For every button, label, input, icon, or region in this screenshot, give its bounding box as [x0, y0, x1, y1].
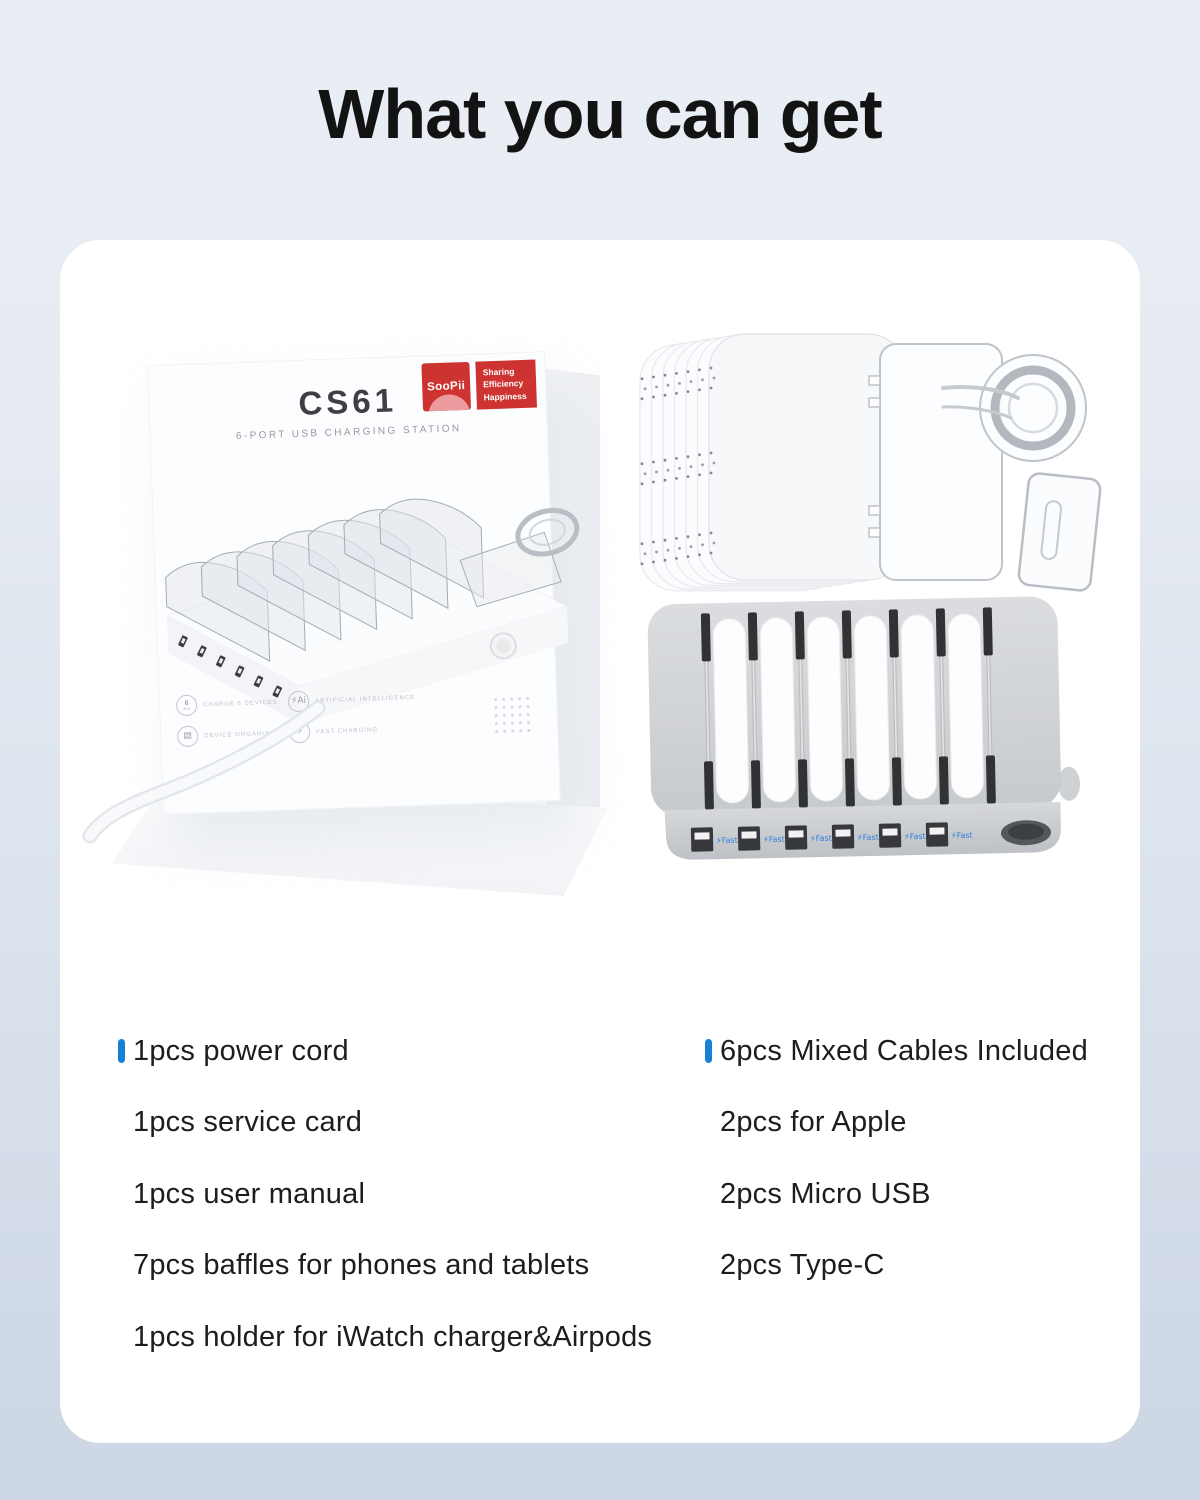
baffle-slot — [701, 613, 711, 661]
included-item — [118, 1251, 652, 1281]
usb-port — [926, 822, 948, 846]
slogan-tag — [475, 360, 537, 410]
feature-label: FAST CHARGING — [316, 726, 379, 735]
logo-pink-shape — [425, 391, 472, 412]
included-item — [705, 1251, 1088, 1281]
feature-item — [289, 716, 476, 743]
charging-station-photo — [638, 588, 1100, 890]
feature-icon-list — [176, 685, 478, 747]
fast-charge-label: ⚡Fast — [903, 831, 926, 842]
fast-charge-label: ⚡Fast — [950, 830, 973, 841]
included-item — [118, 1179, 652, 1209]
airpods-clip — [1018, 473, 1101, 592]
blue-bullet-marker — [118, 1039, 125, 1063]
feature-label: DEVICE ORGANIZATION — [204, 729, 293, 739]
device-bay — [713, 619, 749, 804]
device-bay — [854, 616, 890, 801]
product-showcase-card — [60, 240, 1140, 1443]
fast-charge-label: ⚡Fast — [856, 832, 879, 843]
six-in-one-icon: 6 in 1 — [176, 695, 198, 717]
brand-name: SooPii — [426, 379, 466, 394]
baffle-slot — [842, 610, 852, 658]
included-item — [705, 1036, 1088, 1066]
included-item — [705, 1179, 1088, 1209]
iwatch-holder-photo — [848, 328, 1110, 600]
device-bay — [760, 618, 796, 803]
included-item-text: 1pcs power cord — [133, 1034, 349, 1067]
included-item — [118, 1108, 652, 1138]
included-item-text: 1pcs user manual — [133, 1177, 366, 1210]
included-item-text: 1pcs service card — [133, 1106, 363, 1138]
holder-notch — [869, 376, 880, 385]
device-bay — [807, 617, 843, 802]
holder-notch — [869, 506, 880, 515]
included-list-left — [118, 1036, 652, 1394]
side-plug-bump — [1058, 767, 1081, 801]
blue-bullet-marker — [705, 1039, 712, 1063]
baffle-slot — [983, 607, 993, 655]
baffle-slot — [889, 609, 899, 657]
device-bay — [948, 614, 984, 799]
included-item-text: 2pcs for Apple — [720, 1106, 907, 1138]
slogan-line: Efficiency — [482, 378, 524, 390]
baffle-slot — [748, 612, 758, 660]
included-list-right — [705, 1036, 1088, 1322]
slogan-line: Happiness — [483, 390, 527, 402]
feature-label: ARTIFICIAL INTELLIGENCE — [314, 694, 416, 704]
included-item-text: 1pcs holder for iWatch charger&Airpods — [133, 1320, 653, 1353]
usb-port — [785, 825, 807, 849]
fast-charging-icon: ⚡ — [289, 722, 311, 744]
feature-label: CHARGE 6 DEVICES — [203, 699, 278, 708]
included-item-text: 2pcs Micro USB — [720, 1177, 931, 1210]
dot-grid-decoration — [494, 697, 535, 738]
holder-notch — [869, 528, 880, 537]
slogan-line: Sharing — [482, 366, 515, 378]
included-item — [118, 1036, 652, 1066]
included-item-text: 7pcs baffles for phones and tablets — [133, 1249, 590, 1281]
feature-item — [176, 692, 281, 717]
fast-charge-label: ⚡Fast — [763, 834, 785, 845]
included-item-text: 6pcs Mixed Cables Included — [720, 1034, 1088, 1067]
fast-charge-label: ⚡Fast — [810, 833, 832, 844]
included-item — [118, 1322, 652, 1352]
included-item-text: 2pcs Type-C — [720, 1249, 885, 1281]
included-item — [705, 1108, 1088, 1138]
box-subtitle: 6-PORT USB CHARGING STATION — [235, 423, 462, 443]
ai-icon: ⚡Ai — [288, 691, 310, 713]
holder-notch — [869, 398, 880, 407]
feature-item — [177, 723, 293, 748]
page-title: What you can get — [318, 75, 882, 153]
box-model-name: CS61 — [297, 381, 398, 422]
soopii-logo — [421, 362, 471, 412]
baffle-slot — [795, 611, 805, 659]
baffle-slot — [936, 608, 946, 656]
device-bay — [901, 615, 937, 800]
product-box-photo — [147, 351, 560, 815]
fast-charge-label: ⚡Fast — [716, 835, 738, 846]
device-organization-icon: ▤ — [177, 726, 199, 748]
